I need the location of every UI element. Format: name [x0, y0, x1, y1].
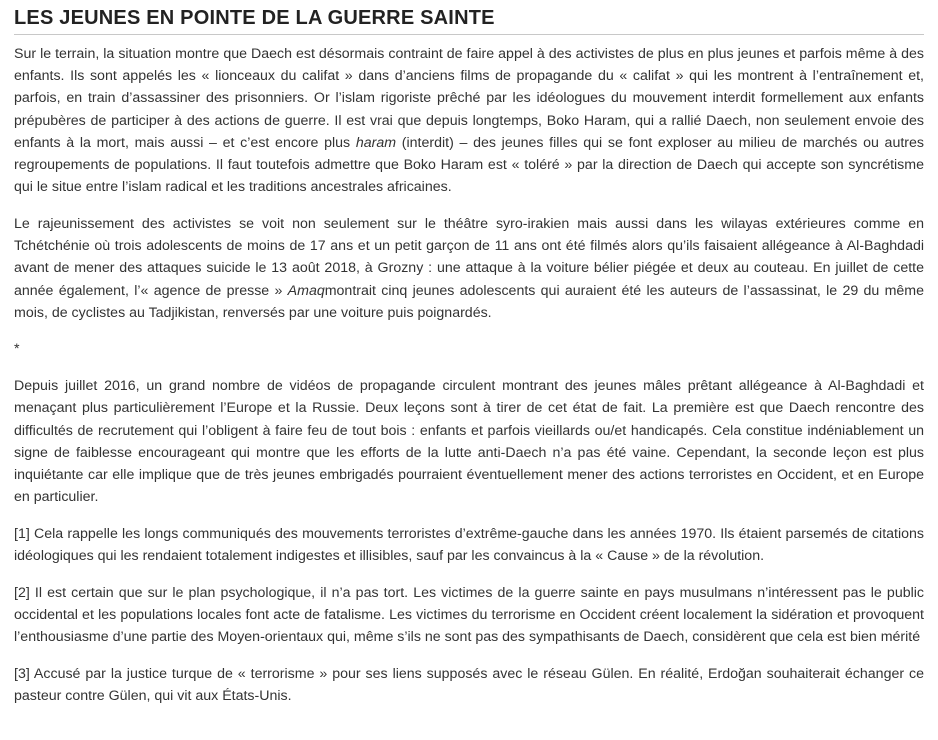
paragraph-1 — [14, 43, 924, 198]
section-separator: * — [14, 341, 20, 358]
paragraph-1-italic-term: haram — [355, 134, 397, 151]
paragraph-2-text-b: montrait cinq jeunes adolescents qui auraient été les auteurs de l’assassinat, le 29 du même mois, de cyclistes au Tadjikistan, renversés par une voiture puis poignardés. — [14, 282, 924, 321]
paragraph-3: Depuis juillet 2016, un grand nombre de vidéos de propagande circulent montrant des jeunes mâles prêtant allégeance à Al-Baghdadi et menaçant plus particulièrement l’Europe et la Russie. Deux leçons sont à tirer de cet état de fait. La première est que Daech rencontre des difficultés de recrutement qui l’obligent à faire feu de tout bois : enfants et parfois vieillards ou/et handicapés. Cela constitue indéniablement un signe de faiblesse encourageant qui montre que les efforts de la lutte anti-Daech n’a pas été vaine. Cependant, la seconde leçon est plus inquiétante car elle implique que de très jeunes embrigadés pourraient éventuellement mener des actions terroristes en Occident, et en Europe en particulier. — [14, 378, 924, 506]
article-title: LES JEUNES EN POINTE DE LA GUERRE SAINTE — [14, 7, 495, 29]
paragraph-2-italic-term: Amaq — [287, 282, 325, 299]
paragraph-2-text-a: Le rajeunissement des activistes se voit non seulement sur le théâtre syro-irakien mais aussi dans les wilayas extérieures comme en Tchétchénie où trois adolescents de moins de 17 ans et un petit garçon de 11 ans ont été filmés alors qu’ils faisaient allégeance à Al-Baghdadi avant de mener des attaques suicide le 13 août 2018, à Grozny : une attaque à la voiture bélier piégée et deux au couteau. En juillet de cette année également, l’« agence de presse » — [14, 215, 924, 299]
footnote-3: [3] Accusé par la justice turque de « terrorisme » pour ses liens supposés avec le réseau Gülen. En réalité, Erdoğan souhaiterait échanger ce pasteur contre Gülen, qui vit aux États-Unis. — [14, 665, 924, 705]
footnote-2: [2] Il est certain que sur le plan psychologique, il n’a pas tort. Les victimes de la guerre sainte en pays musulmans n’intéressent pas le public occidental et les populations locales font acte de fatalisme. Les victimes du terrorisme en Occident créent localement la sidération et provoquent l’enthousiasme d’une partie des Moyen-orientaux qui, même s’ils ne sont pas des sympathisants de Daech, considèrent que cela est bien mérité — [14, 584, 924, 646]
article-header — [14, 0, 924, 35]
paragraph-2 — [14, 213, 924, 324]
footnote-1: [1] Cela rappelle les longs communiqués des mouvements terroristes d’extrême-gauche dans les années 1970. Ils étaient parsemés de citations idéologiques qui les rendaient totalement indigestes et illisibles, sauf par les convaincus à la « Cause » de la révolution. — [14, 525, 924, 565]
paragraph-1-text-b: (interdit) – des jeunes filles qui se font exploser au milieu de marchés ou autres regroupements de populations. Il faut toutefois admettre que Boko Haram est « toléré » par la direction de Daech qui accepte son syncrétisme qui le situe entre l’islam radical et les traditions ancestrales africaines. — [14, 134, 924, 196]
paragraph-1-text-a: Sur le terrain, la situation montre que Daech est désormais contraint de faire appel à des activistes de plus en plus jeunes et parfois même à des enfants. Ils sont appelés les « lionceaux du califat » dans d’anciens films de propagande du « califat » qui les montrent à l’entraînement et, parfois, en train d’assassiner des prisonniers. Or l’islam rigoriste prêché par les idéologues du mouvement interdit formellement aux enfants prépubères de participer à des actions de guerre. Il est vrai que depuis longtemps, Boko Haram, qui a rallié Daech, non seulement envoie des enfants à la mort, mais aussi – et c’est encore plus — [14, 46, 924, 151]
